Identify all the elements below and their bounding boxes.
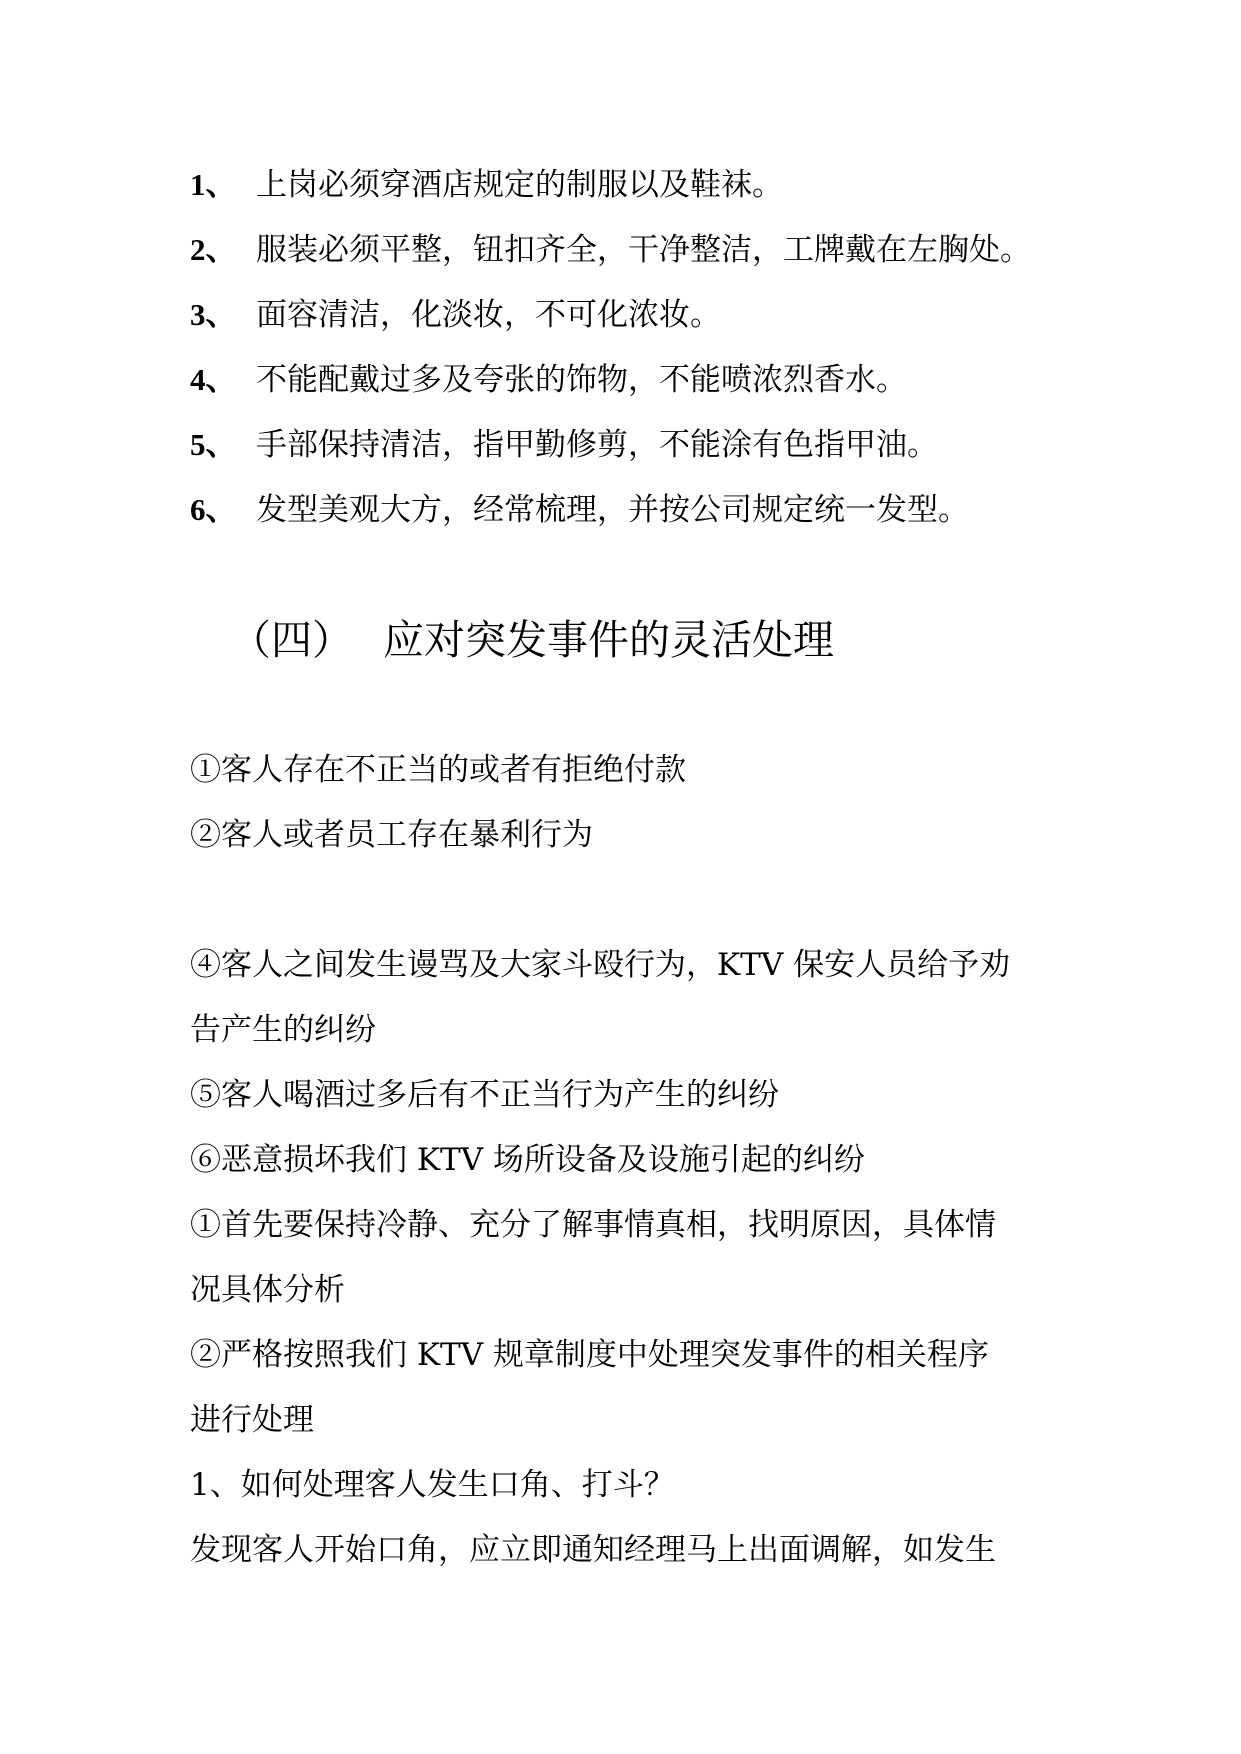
section-number: （四） (230, 616, 353, 664)
list-item-text: 不能配戴过多及夸张的饰物，不能喷浓烈香水。 (256, 362, 907, 398)
list-item (190, 160, 783, 210)
body-line: ⑤客人喝酒过多后有不正当行为产生的纠纷 (190, 1077, 779, 1113)
body-line: ②严格按照我们 KTV 规章制度中处理突发事件的相关程序 (190, 1337, 989, 1373)
list-item (190, 420, 938, 470)
list-item (190, 485, 969, 535)
list-item-number: 3、 (190, 297, 237, 332)
body-line: 告产生的纠纷 (190, 1012, 376, 1048)
body-line: 况具体分析 (190, 1272, 345, 1308)
list-item-text: 服装必须平整，钮扣齐全，干净整洁，工牌戴在左胸处。 (256, 232, 1031, 268)
body-line: ⑥恶意损坏我们 KTV 场所设备及设施引起的纠纷 (190, 1142, 865, 1178)
list-item-text: 手部保持清洁，指甲勤修剪，不能涂有色指甲油。 (256, 427, 938, 463)
list-item-number: 1、 (190, 167, 237, 202)
list-item-number: 4、 (190, 362, 237, 397)
body-line: 1、如何处理客人发生口角、打斗？ (190, 1467, 675, 1503)
body-line: ①首先要保持冷静、充分了解事情真相，找明原因，具体情 (190, 1207, 996, 1243)
section-heading (230, 610, 834, 670)
list-item-text: 发型美观大方，经常梳理，并按公司规定统一发型。 (256, 492, 969, 528)
body-line: ④客人之间发生谩骂及大家斗殴行为，KTV 保安人员给予劝 (190, 947, 1011, 983)
list-item-text: 面容清洁，化淡妆，不可化浓妆。 (256, 297, 721, 333)
list-item-number: 6、 (190, 492, 237, 527)
body-line: 进行处理 (190, 1402, 314, 1438)
list-item-text: 上岗必须穿酒店规定的制服以及鞋袜。 (256, 167, 783, 203)
body-line: ①客人存在不正当的或者有拒绝付款 (190, 752, 686, 788)
body-line: 发现客人开始口角，应立即通知经理马上出面调解，如发生 (190, 1532, 996, 1568)
list-item (190, 355, 907, 405)
list-item-number: 5、 (190, 427, 237, 462)
list-item-number: 2、 (190, 232, 237, 267)
body-line: ②客人或者员工存在暴利行为 (190, 817, 593, 853)
list-item (190, 225, 1031, 275)
section-title: 应对突发事件的灵活处理 (383, 616, 834, 664)
list-item (190, 290, 721, 340)
